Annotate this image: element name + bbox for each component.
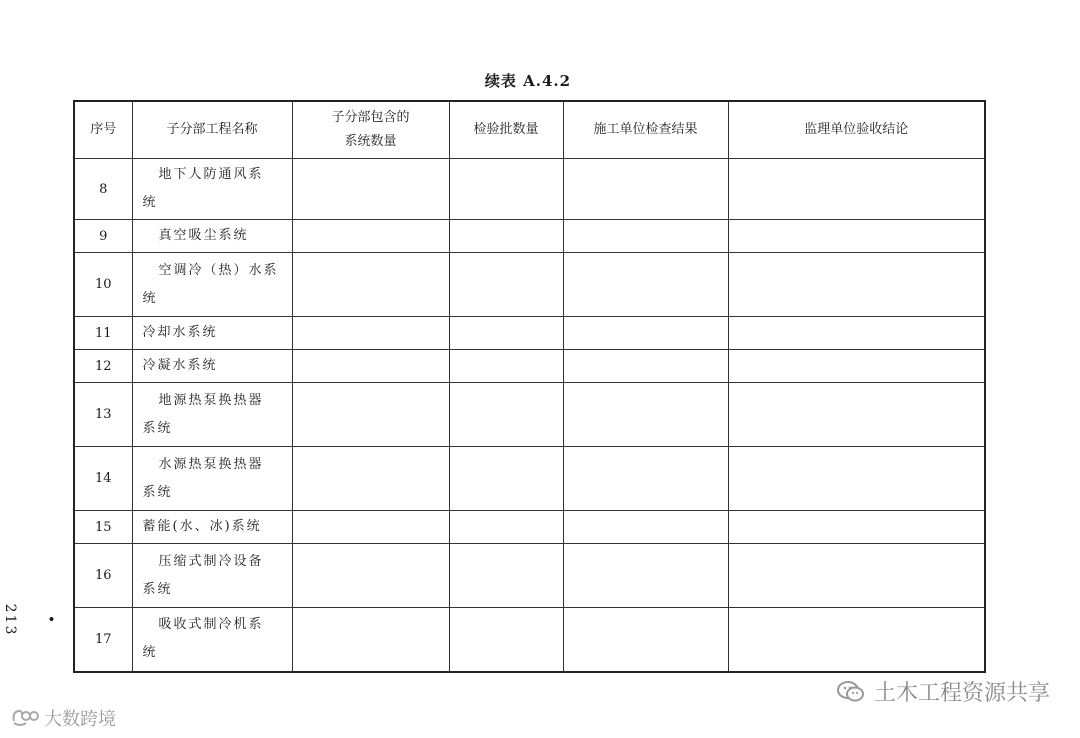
header-batch-count: 检验批数量 bbox=[449, 101, 563, 159]
row-name bbox=[132, 511, 292, 544]
wechat-icon bbox=[836, 679, 866, 705]
cell-system-count[interactable] bbox=[292, 383, 449, 447]
cell-contractor-result[interactable] bbox=[563, 608, 728, 672]
cell-supervisor-conclusion[interactable] bbox=[728, 317, 985, 350]
row-number: 11 bbox=[74, 317, 132, 350]
cell-supervisor-conclusion[interactable] bbox=[728, 383, 985, 447]
cell-system-count[interactable] bbox=[292, 511, 449, 544]
row-name bbox=[132, 350, 292, 383]
cell-supervisor-conclusion[interactable] bbox=[728, 253, 985, 317]
cell-contractor-result[interactable] bbox=[563, 447, 728, 511]
table-row bbox=[74, 544, 985, 608]
row-number: 16 bbox=[74, 544, 132, 608]
row-number: 12 bbox=[74, 350, 132, 383]
cell-batch-count[interactable] bbox=[449, 159, 563, 220]
row-name-line2: 系统 bbox=[142, 420, 173, 436]
cell-contractor-result[interactable] bbox=[563, 350, 728, 383]
row-name bbox=[132, 317, 292, 350]
row-name-line1: 地源热泵换热器 bbox=[158, 392, 264, 408]
cell-supervisor-conclusion[interactable] bbox=[728, 511, 985, 544]
cell-contractor-result[interactable] bbox=[563, 317, 728, 350]
row-name-line2: 系统 bbox=[142, 484, 173, 500]
cell-contractor-result[interactable] bbox=[563, 544, 728, 608]
cell-batch-count[interactable] bbox=[449, 544, 563, 608]
watermark-right bbox=[836, 676, 1050, 707]
row-name-line1: 蓄能(水、冰)系统 bbox=[142, 519, 262, 534]
row-name bbox=[132, 447, 292, 511]
cell-contractor-result[interactable] bbox=[563, 159, 728, 220]
page-number: • 213 bbox=[2, 603, 58, 637]
cell-system-count[interactable] bbox=[292, 159, 449, 220]
row-name-line1: 压缩式制冷设备 bbox=[158, 553, 264, 569]
cell-system-count[interactable] bbox=[292, 253, 449, 317]
row-name-line1: 冷却水系统 bbox=[142, 325, 218, 340]
table-row bbox=[74, 383, 985, 447]
cell-supervisor-conclusion[interactable] bbox=[728, 350, 985, 383]
logo-icon bbox=[10, 707, 40, 729]
row-number: 15 bbox=[74, 511, 132, 544]
row-name-line1: 吸收式制冷机系 bbox=[158, 617, 264, 633]
table-row bbox=[74, 220, 985, 253]
table-row bbox=[74, 253, 985, 317]
header-contractor-result: 施工单位检查结果 bbox=[563, 101, 728, 159]
cell-system-count[interactable] bbox=[292, 608, 449, 672]
header-seq: 序号 bbox=[74, 101, 132, 159]
header-system-count-line2: 系统数量 bbox=[344, 134, 397, 149]
watermark-left bbox=[10, 705, 116, 731]
cell-batch-count[interactable] bbox=[449, 383, 563, 447]
row-name bbox=[132, 220, 292, 253]
row-name-line2: 统 bbox=[142, 195, 158, 210]
row-name bbox=[132, 159, 292, 220]
table-row bbox=[74, 317, 985, 350]
table-title: 续表 A.4.2 bbox=[484, 72, 572, 90]
row-number: 13 bbox=[74, 383, 132, 447]
row-name-line1: 真空吸尘系统 bbox=[158, 228, 249, 243]
cell-system-count[interactable] bbox=[292, 447, 449, 511]
table-row bbox=[74, 511, 985, 544]
row-number: 17 bbox=[74, 608, 132, 672]
cell-system-count[interactable] bbox=[292, 317, 449, 350]
cell-supervisor-conclusion[interactable] bbox=[728, 608, 985, 672]
table-row bbox=[74, 350, 985, 383]
cell-supervisor-conclusion[interactable] bbox=[728, 220, 985, 253]
table-row bbox=[74, 159, 985, 220]
header-row bbox=[74, 101, 985, 159]
row-name bbox=[132, 608, 292, 672]
row-name bbox=[132, 253, 292, 317]
table-row bbox=[74, 447, 985, 511]
cell-supervisor-conclusion[interactable] bbox=[728, 159, 985, 220]
cell-contractor-result[interactable] bbox=[563, 220, 728, 253]
cell-contractor-result[interactable] bbox=[563, 253, 728, 317]
row-name bbox=[132, 383, 292, 447]
cell-batch-count[interactable] bbox=[449, 317, 563, 350]
cell-batch-count[interactable] bbox=[449, 447, 563, 511]
header-subdivision-name: 子分部工程名称 bbox=[132, 101, 292, 159]
row-name-line2: 系统 bbox=[142, 581, 173, 597]
cell-contractor-result[interactable] bbox=[563, 511, 728, 544]
cell-supervisor-conclusion[interactable] bbox=[728, 544, 985, 608]
cell-system-count[interactable] bbox=[292, 544, 449, 608]
header-system-count bbox=[292, 101, 449, 159]
row-number: 8 bbox=[74, 159, 132, 220]
cell-batch-count[interactable] bbox=[449, 253, 563, 317]
header-supervisor-conclusion: 监理单位验收结论 bbox=[728, 101, 985, 159]
watermark-right-text: 土木工程资源共享 bbox=[873, 681, 1050, 706]
cell-batch-count[interactable] bbox=[449, 350, 563, 383]
cell-supervisor-conclusion[interactable] bbox=[728, 447, 985, 511]
row-name-line1: 空调冷（热）水系 bbox=[158, 262, 279, 278]
watermark-left-text: 大数跨境 bbox=[44, 709, 116, 730]
inspection-table bbox=[73, 100, 986, 673]
cell-batch-count[interactable] bbox=[449, 220, 563, 253]
cell-batch-count[interactable] bbox=[449, 511, 563, 544]
row-name-line1: 地下人防通风系 bbox=[158, 167, 264, 182]
row-name-line2: 统 bbox=[142, 645, 158, 661]
cell-system-count[interactable] bbox=[292, 350, 449, 383]
row-name-line1: 水源热泵换热器 bbox=[158, 456, 264, 472]
cell-batch-count[interactable] bbox=[449, 608, 563, 672]
row-number: 9 bbox=[74, 220, 132, 253]
row-name bbox=[132, 544, 292, 608]
row-number: 14 bbox=[74, 447, 132, 511]
table-row bbox=[74, 608, 985, 672]
cell-contractor-result[interactable] bbox=[563, 383, 728, 447]
row-name-line1: 冷凝水系统 bbox=[142, 358, 218, 373]
cell-system-count[interactable] bbox=[292, 220, 449, 253]
row-number: 10 bbox=[74, 253, 132, 317]
row-name-line2: 统 bbox=[142, 290, 158, 306]
header-system-count-line1: 子分部包含的 bbox=[331, 110, 410, 125]
